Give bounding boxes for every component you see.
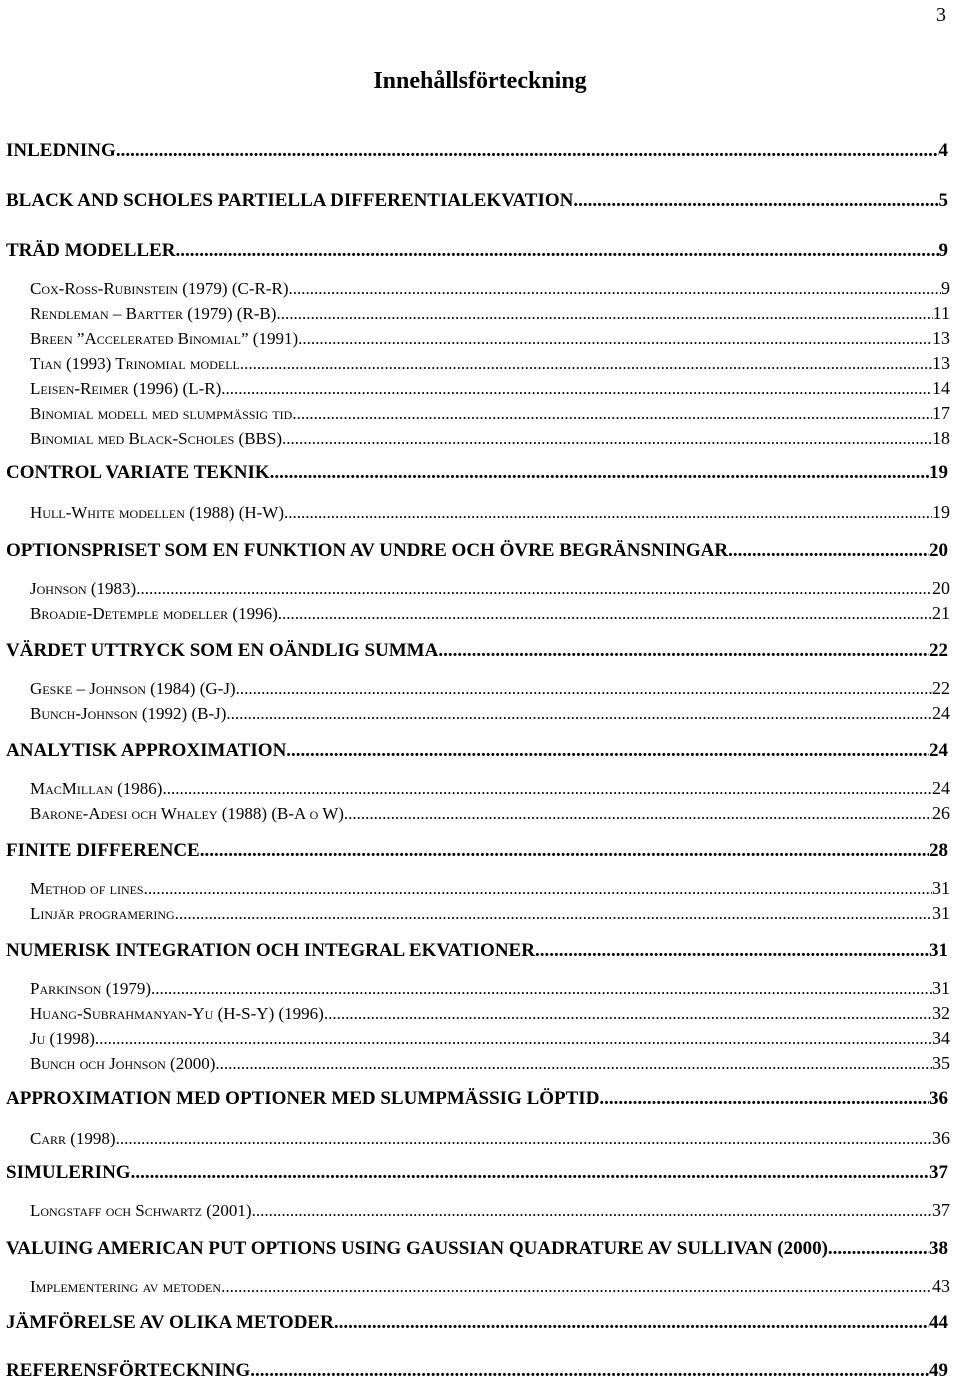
toc-entry-page: 13 [932,353,950,373]
toc-entry-page: 24 [929,740,948,761]
page-number: 3 [936,4,946,26]
toc-dot-leader [226,704,932,724]
toc-entry-page: 44 [929,1312,948,1333]
toc-dot-leader [236,679,932,699]
toc-subsection-row [0,428,960,452]
toc-entry-label: Geske – Johnson (1984) (G-J) [30,679,236,698]
toc-dot-leader [289,279,942,299]
toc-subsection-row [0,1128,960,1152]
toc-entry-label: MacMillan (1986) [30,779,163,798]
toc-subsection-row [0,328,960,352]
toc-entry-label: Breen ”Accelerated Binomial” (1991) [30,329,299,348]
toc-dot-leader [599,1088,929,1110]
toc-entry-label: Binomial modell med slumpmässig tid [30,404,293,423]
toc-entry-page: 37 [929,1162,948,1183]
toc-entry-label: Rendleman – Bartter (1979) (R-B) [30,304,277,323]
toc-section-row [0,640,960,664]
toc-entry-page: 17 [932,403,950,423]
toc-dot-leader [95,1029,932,1049]
toc-dot-leader [175,240,938,262]
toc-entry-label: Tian (1993) Trinomial modell [30,354,240,373]
toc-entry-label: Implementering av metoden [30,1277,222,1296]
toc-entry-page: 37 [932,1200,950,1220]
toc-section-row [0,840,960,864]
toc-dot-leader [270,462,929,484]
toc-entry-page: 18 [932,428,950,448]
toc-section-row [0,540,960,564]
toc-entry-page: 49 [929,1360,948,1381]
toc-subsection-row [0,502,960,526]
toc-dot-leader [252,1201,932,1221]
toc-entry-label: JÄMFÖRELSE AV OLIKA METODER [6,1312,334,1333]
toc-dot-leader [175,904,932,924]
toc-dot-leader [131,1162,929,1184]
toc-entry-page: 9 [938,240,948,261]
toc-entry-label: Johnson (1983) [30,579,137,598]
toc-dot-leader [324,1004,932,1024]
toc-entry-label: Linjär programering [30,904,175,923]
toc-entry-page: 19 [932,502,950,522]
toc-dot-leader [292,404,932,424]
toc-entry-page: 9 [941,278,950,298]
toc-dot-leader [136,579,932,599]
toc-section-row [0,140,960,164]
toc-subsection-row [0,378,960,402]
toc-entry-page: 38 [929,1238,948,1259]
toc-section-row [0,1360,960,1384]
toc-entry-page: 36 [932,1128,950,1148]
toc-subsection-row [0,403,960,427]
toc-dot-leader [828,1238,929,1260]
toc-section-row [0,1238,960,1262]
toc-dot-leader [282,429,932,449]
toc-subsection-row [0,303,960,327]
toc-entry-label: NUMERISK INTEGRATION OCH INTEGRAL EKVATIONER [6,940,535,961]
toc-entry-label: Bunch-Johnson (1992) (B-J) [30,704,227,723]
toc-dot-leader [116,140,939,162]
toc-entry-label: VALUING AMERICAN PUT OPTIONS USING GAUSSIAN QUADRATURE AV SULLIVAN (2000) [6,1238,828,1259]
toc-dot-leader [278,604,932,624]
toc-dot-leader [221,379,932,399]
toc-section-row [0,940,960,964]
toc-entry-page: 31 [932,903,950,923]
toc-subsection-row [0,1053,960,1077]
toc-entry-page: 22 [929,640,948,661]
toc-entry-label: Ju (1998) [30,1029,95,1048]
toc-entry-label: FINITE DIFFERENCE [6,840,200,861]
toc-dot-leader [344,804,932,824]
toc-entry-page: 35 [932,1053,950,1073]
toc-dot-leader [284,503,932,523]
toc-entry-label: Hull-White modellen (1988) (H-W) [30,503,284,522]
toc-entry-label: VÄRDET UTTRYCK SOM EN OÄNDLIG SUMMA [6,640,439,661]
toc-dot-leader [240,354,932,374]
toc-entry-page: 24 [932,778,950,798]
toc-dot-leader [298,329,932,349]
toc-entry-page: 36 [929,1088,948,1109]
toc-entry-label: APPROXIMATION MED OPTIONER MED SLUMPMÄSSIG LÖPTID [6,1088,600,1109]
toc-dot-leader [334,1312,929,1334]
toc-subsection-row [0,678,960,702]
toc-subsection-row [0,1276,960,1300]
toc-entry-page: 43 [932,1276,950,1296]
toc-entry-page: 21 [932,603,950,623]
toc-entry-page: 28 [929,840,948,861]
toc-entry-page: 20 [932,578,950,598]
toc-title: Innehållsförteckning [373,68,587,94]
toc-entry-label: Carr (1998) [30,1129,116,1148]
toc-entry-label: Broadie-Detemple modeller (1996) [30,604,278,623]
toc-entry-page: 34 [932,1028,950,1048]
toc-dot-leader [215,1054,932,1074]
toc-entry-page: 31 [932,978,950,998]
toc-entry-label: INLEDNING [6,140,116,161]
toc-dot-leader [573,190,938,212]
toc-entry-label: Method of lines [30,879,144,898]
toc-dot-leader [200,840,929,862]
toc-entry-label: Parkinson (1979) [30,979,152,998]
toc-entry-label: Barone-Adesi och Whaley (1988) (B-A o W) [30,804,344,823]
toc-entry-label: REFERENSFÖRTECKNING [6,1360,251,1381]
toc-entry-label: Bunch och Johnson (2000) [30,1054,216,1073]
toc-entry-page: 31 [932,878,950,898]
toc-entry-label: Leisen-Reimer (1996) (L-R) [30,379,222,398]
toc-section-row [0,462,960,486]
toc-entry-page: 31 [929,940,948,961]
toc-subsection-row [0,578,960,602]
toc-dot-leader [438,640,929,662]
toc-dot-leader [221,1277,932,1297]
toc-entry-page: 4 [938,140,948,161]
toc-entry-page: 11 [932,303,950,323]
toc-subsection-row [0,703,960,727]
toc-subsection-row [0,1200,960,1224]
toc-entry-label: Binomial med Black-Scholes (BBS) [30,429,282,448]
toc-entry-label: Longstaff och Schwartz (2001) [30,1201,252,1220]
toc-subsection-row [0,903,960,927]
toc-section-row [0,740,960,764]
toc-section-row [0,190,960,214]
toc-dot-leader [535,940,929,962]
toc-dot-leader [728,540,929,562]
toc-entry-label: ANALYTISK APPROXIMATION [6,740,287,761]
toc-entry-page: 13 [932,328,950,348]
toc-entry-label: Cox-Ross-Rubinstein (1979) (C-R-R) [30,279,289,298]
toc-subsection-row [0,1028,960,1052]
toc-section-row [0,1088,960,1112]
toc-entry-label: OPTIONSPRISET SOM EN FUNKTION AV UNDRE OCH ÖVRE BEGRÄNSNINGAR [6,540,729,561]
toc-subsection-row [0,353,960,377]
toc-dot-leader [144,879,932,899]
toc-section-row [0,1162,960,1186]
toc-entry-page: 22 [932,678,950,698]
toc-entry-label: SIMULERING [6,1162,131,1183]
toc-entry-label: BLACK AND SCHOLES PARTIELLA DIFFERENTIALEKVATION [6,190,574,211]
toc-subsection-row [0,778,960,802]
toc-entry-page: 32 [932,1003,950,1023]
toc-subsection-row [0,1003,960,1027]
toc-section-row [0,1312,960,1336]
toc-entry-page: 14 [932,378,950,398]
toc-entry-label: TRÄD MODELLER [6,240,176,261]
toc-dot-leader [162,779,932,799]
toc-subsection-row [0,878,960,902]
toc-entry-label: CONTROL VARIATE TEKNIK [6,462,270,483]
toc-entry-page: 24 [932,703,950,723]
toc-entry-page: 19 [929,462,948,483]
toc-dot-leader [250,1360,929,1382]
toc-entry-label: Huang-Subrahmanyan-Yu (H-S-Y) (1996) [30,1004,324,1023]
toc-dot-leader [276,304,932,324]
toc-subsection-row [0,603,960,627]
toc-entry-page: 26 [932,803,950,823]
toc-subsection-row [0,803,960,827]
toc-subsection-row [0,978,960,1002]
toc-dot-leader [151,979,932,999]
toc-subsection-row [0,278,960,302]
toc-dot-leader [116,1129,932,1149]
toc-entry-page: 5 [938,190,948,211]
toc-dot-leader [286,740,929,762]
toc-section-row [0,240,960,264]
toc-entry-page: 20 [929,540,948,561]
